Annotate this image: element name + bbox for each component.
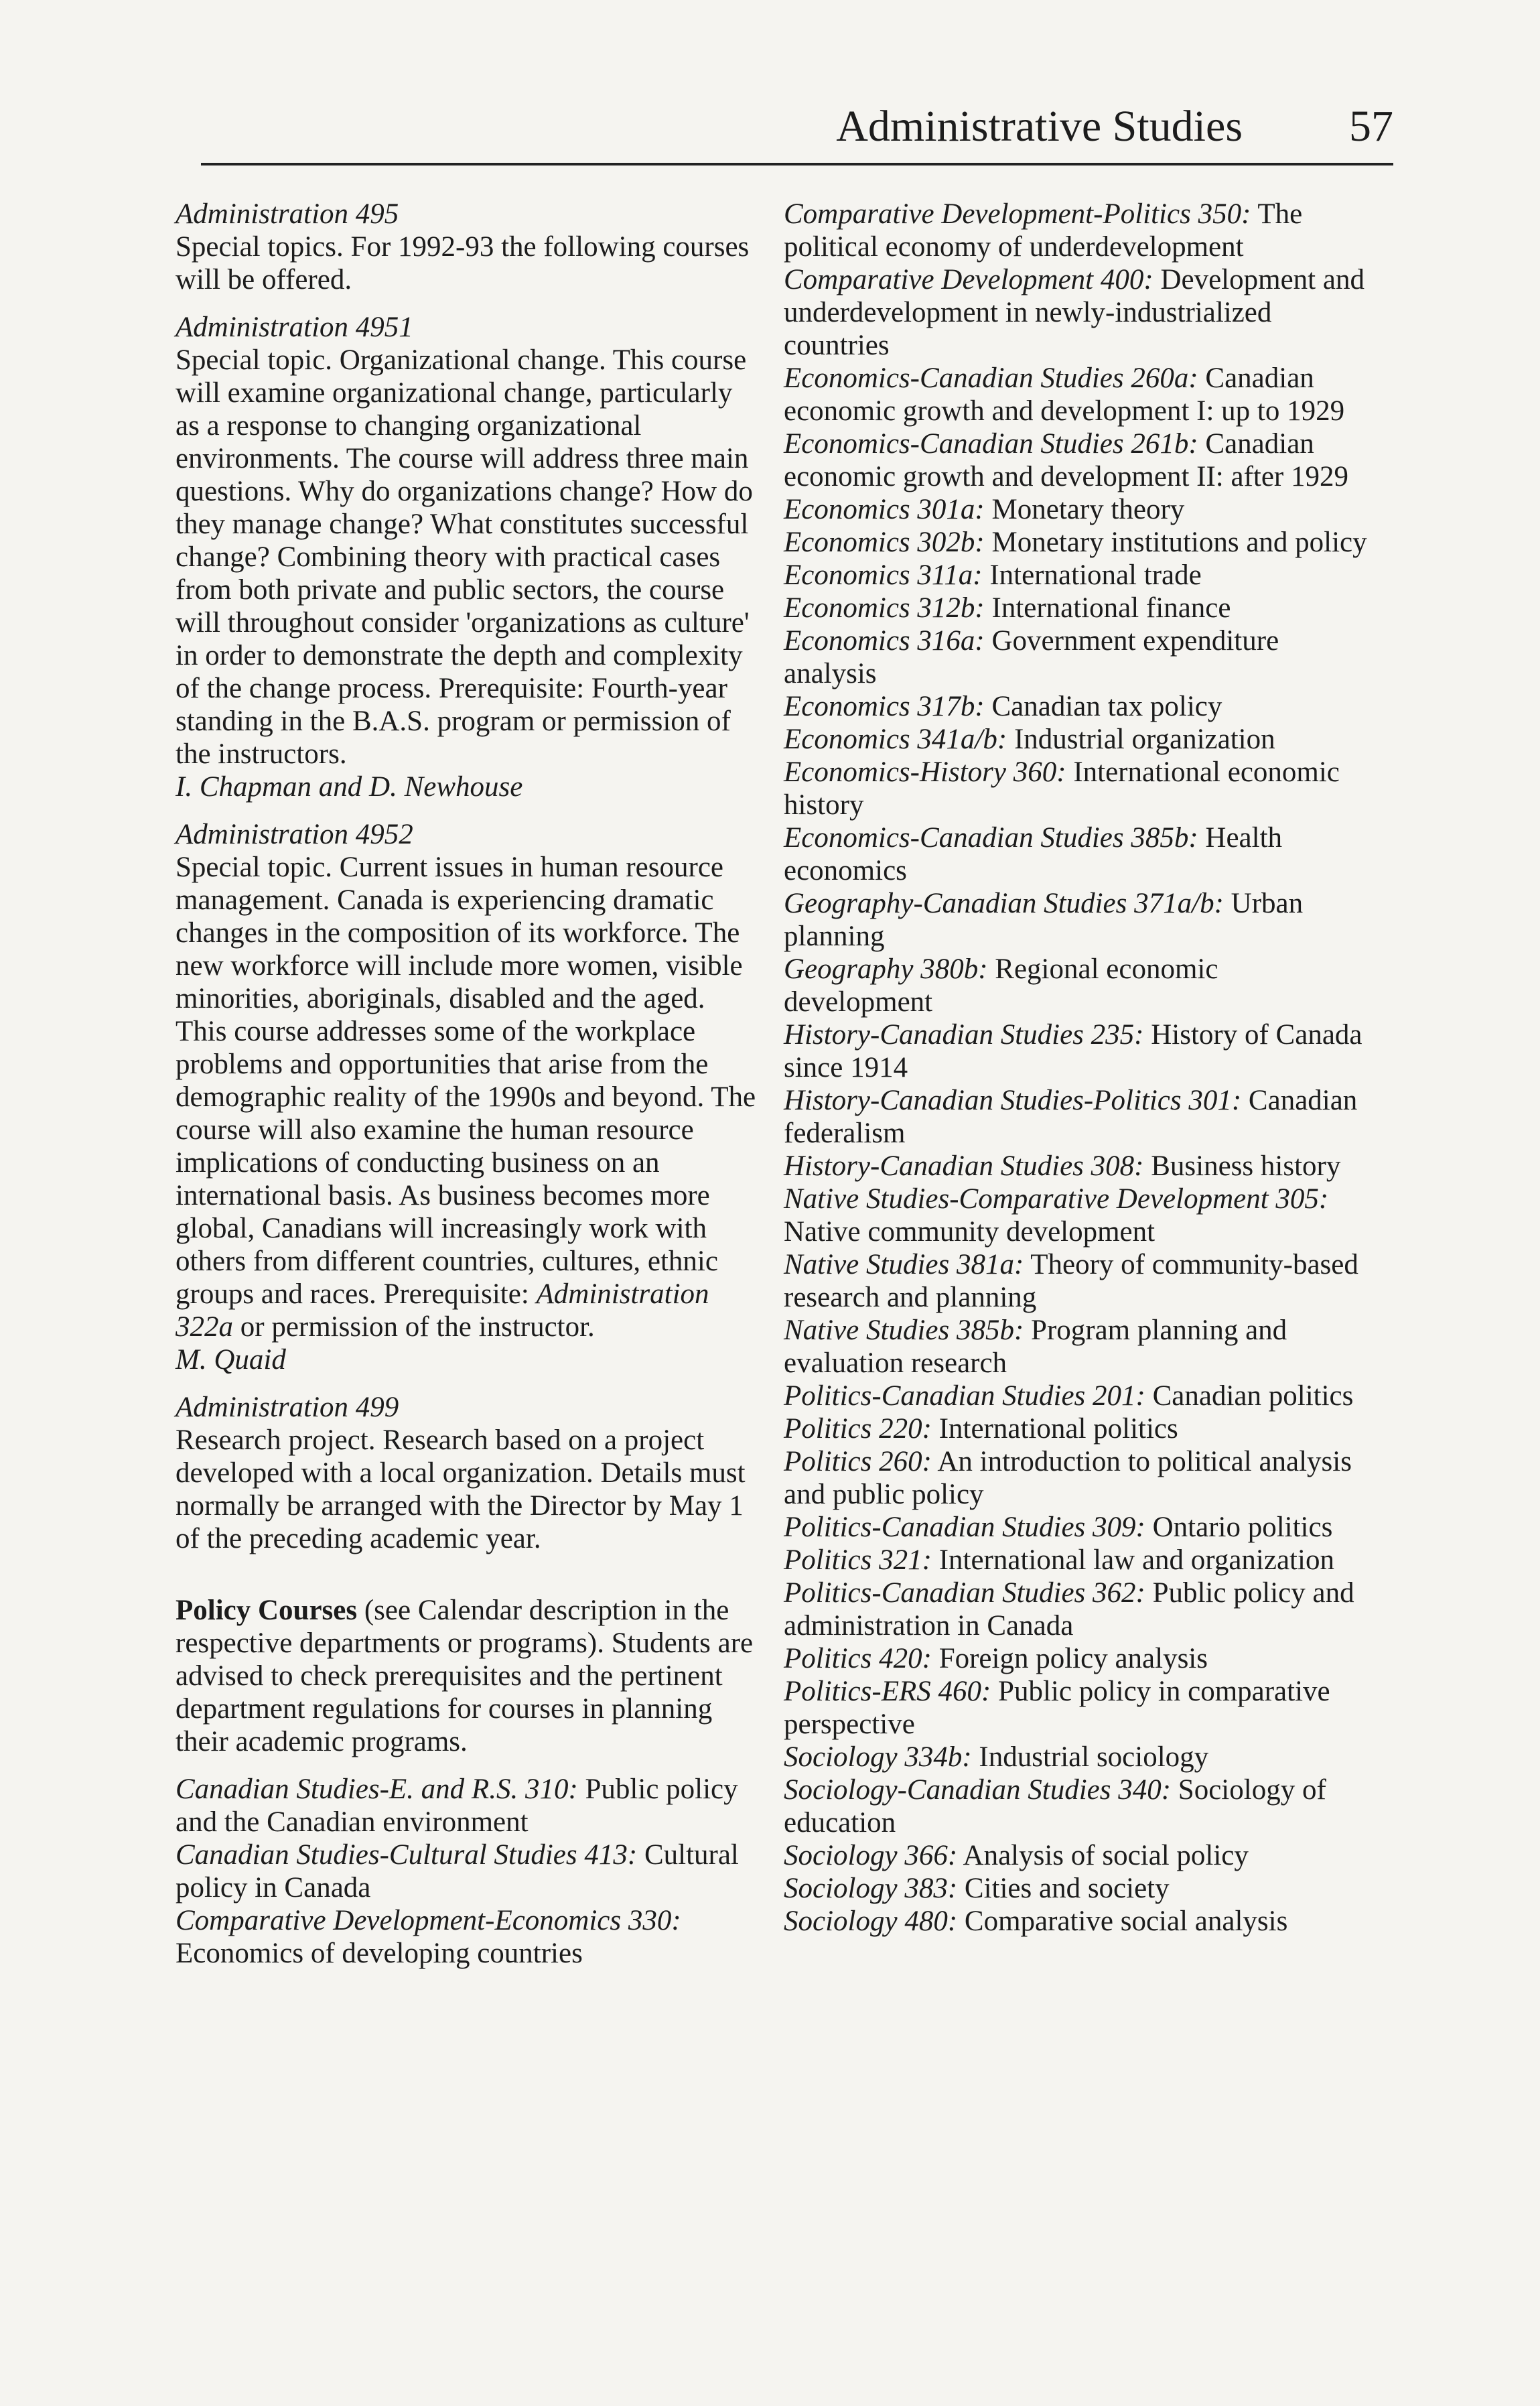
policy-course-title: Industrial organization xyxy=(1013,724,1275,755)
policy-course-name: Canadian Studies-Cultural Studies 413: xyxy=(176,1839,638,1871)
policy-course-item xyxy=(784,263,1373,362)
policy-course-name: History-Canadian Studies 235: xyxy=(784,1019,1144,1051)
policy-course-title: International finance xyxy=(991,592,1231,624)
policy-course-title: Program planning and evaluation research xyxy=(784,1315,1287,1379)
course-name: Administration 4952 xyxy=(176,819,413,850)
policy-course-name: Comparative Development-Politics 350: xyxy=(784,198,1251,230)
policy-course-name: Sociology 334b: xyxy=(784,1741,972,1773)
course-name: Administration 499 xyxy=(176,1392,399,1423)
policy-course-title: Foreign policy analysis xyxy=(938,1643,1208,1674)
policy-course-title: International economic history xyxy=(784,756,1340,821)
policy-course-item xyxy=(784,887,1373,953)
policy-course-item xyxy=(784,1314,1373,1380)
policy-courses-heading: Policy Courses xyxy=(176,1595,358,1626)
policy-course-name: Native Studies 381a: xyxy=(784,1249,1024,1280)
policy-course-title: International law and organization xyxy=(938,1544,1334,1576)
policy-course-name: Economics-History 360: xyxy=(784,756,1066,788)
policy-course-item xyxy=(176,1904,758,1970)
policy-course-item xyxy=(784,1412,1373,1445)
policy-course-item xyxy=(784,592,1373,624)
course-description: Research project. Research based on a project developed with a local organization. Details must normally be arranged with the Director by May 1 of the preceding academic year. xyxy=(176,1424,746,1554)
policy-course-item xyxy=(784,427,1373,493)
policy-course-item xyxy=(784,1839,1373,1872)
policy-course-title: The political economy of underdevelopment xyxy=(784,198,1303,263)
policy-course-title: Canadian economic growth and development I: up to 1929 xyxy=(784,362,1345,427)
page-number: 57 xyxy=(1349,102,1393,151)
policy-course-name: Comparative Development-Economics 330: xyxy=(176,1905,681,1936)
policy-course-item xyxy=(784,1183,1373,1248)
policy-course-title: Public policy and administration in Canada xyxy=(784,1577,1354,1642)
policy-course-name: Native Studies-Comparative Development 305: xyxy=(784,1183,1329,1215)
course-name: Administration 495 xyxy=(176,198,399,230)
policy-course-item xyxy=(784,1675,1373,1741)
policy-course-item xyxy=(784,493,1373,526)
policy-course-name: Politics-Canadian Studies 309: xyxy=(784,1512,1145,1543)
policy-course-item xyxy=(784,1905,1373,1938)
policy-course-title: Theory of community-based research and planning xyxy=(784,1249,1358,1313)
course-description: Special topic. Organizational change. This course will examine organizational change, particularly as a response to changing organizational environments. The course will address three main questions. Why do organizations change? How do they manage change? What constitutes successful change? Combining theory with practical cases from both private and public sectors, the course will throughout consider 'organizations as culture' in order to demonstrate the depth and complexity of the change process. Prerequisite: Fourth-year standing in the B.A.S. program or permission of the instructors. xyxy=(176,344,753,770)
course-name: Administration 4951 xyxy=(176,312,413,343)
policy-course-item xyxy=(784,1445,1373,1511)
left-column xyxy=(176,198,758,1970)
policy-course-title: Industrial sociology xyxy=(979,1741,1209,1773)
policy-course-name: Politics 321: xyxy=(784,1544,932,1576)
policy-course-name: Economics-Canadian Studies 261b: xyxy=(784,428,1198,460)
policy-course-title: Sociology of education xyxy=(784,1774,1326,1839)
policy-course-item xyxy=(784,1248,1373,1314)
policy-course-title: Cultural policy in Canada xyxy=(176,1839,739,1903)
policy-course-name: Politics 220: xyxy=(784,1413,932,1445)
policy-course-title: History of Canada since 1914 xyxy=(784,1019,1362,1083)
policy-course-item xyxy=(784,723,1373,756)
course-instructors: M. Quaid xyxy=(176,1344,286,1376)
policy-courses-intro xyxy=(176,1594,758,1758)
policy-course-title: Regional economic development xyxy=(784,953,1218,1018)
policy-course-title: Canadian politics xyxy=(1152,1380,1354,1412)
policy-course-title: Health economics xyxy=(784,822,1283,886)
description-text: or permission of the instructor. xyxy=(233,1311,595,1343)
policy-course-title: International trade xyxy=(989,559,1202,591)
policy-course-name: Economics 341a/b: xyxy=(784,724,1007,755)
course-description xyxy=(176,851,758,1343)
policy-course-item xyxy=(784,559,1373,592)
policy-course-title: Economics of developing countries xyxy=(176,1938,583,1969)
running-header xyxy=(201,101,1393,164)
right-column xyxy=(784,198,1373,1938)
policy-course-name: Native Studies 385b: xyxy=(784,1315,1024,1346)
policy-course-item xyxy=(176,1839,758,1904)
policy-course-title: Comparative social analysis xyxy=(964,1906,1288,1937)
policy-course-item xyxy=(784,1018,1373,1084)
policy-course-title: Canadian economic growth and development II: after 1929 xyxy=(784,428,1348,492)
description-text: Special topic. Current issues in human resource management. Canada is experiencing dramatic changes in the composition of its workforce. The new workforce will include more women, visible minorities, aboriginals, disabled and the aged. This course addresses some of the workplace problems and opportunities that arise from the demographic reality of the 1990s and beyond. The course will also examine the human resource implications of conducting business on an international basis. As business becomes more global, Canadians will increasingly work with others from different countries, cultures, ethnic groups and races. Prerequisite: xyxy=(176,852,756,1310)
policy-course-title: Development and underdevelopment in newly-industrialized countries xyxy=(784,264,1364,361)
policy-course-list xyxy=(176,1773,758,1970)
course-entry xyxy=(176,818,758,1376)
policy-course-name: Geography-Canadian Studies 371a/b: xyxy=(784,888,1224,919)
policy-course-item xyxy=(784,1774,1373,1839)
course-entry xyxy=(176,311,758,803)
policy-course-title: Business history xyxy=(1151,1150,1341,1182)
policy-course-name: Sociology 480: xyxy=(784,1906,958,1937)
policy-course-name: History-Canadian Studies 308: xyxy=(784,1150,1144,1182)
policy-course-item xyxy=(176,1773,758,1839)
policy-course-name: Sociology 383: xyxy=(784,1873,958,1904)
policy-course-title: Analysis of social policy xyxy=(963,1840,1249,1871)
policy-course-item xyxy=(784,1741,1373,1774)
policy-course-title: Canadian federalism xyxy=(784,1085,1358,1149)
policy-course-name: Economics-Canadian Studies 385b: xyxy=(784,822,1198,854)
policy-courses-text: (see Calendar description in the respective departments or programs). Students are advised to check prerequisites and the pertinent department regulations for courses in planning their academic programs. xyxy=(176,1595,754,1757)
policy-course-title: Native community development xyxy=(784,1216,1156,1248)
policy-course-name: History-Canadian Studies-Politics 301: xyxy=(784,1085,1242,1116)
policy-course-name: Canadian Studies-E. and R.S. 310: xyxy=(176,1774,578,1805)
course-entry xyxy=(176,1391,758,1555)
policy-course-item xyxy=(784,821,1373,887)
policy-course-item xyxy=(784,1380,1373,1412)
prerequisite-course: Administration 322a xyxy=(176,1278,709,1343)
policy-course-name: Politics-ERS 460: xyxy=(784,1676,991,1707)
policy-course-name: Sociology 366: xyxy=(784,1840,958,1871)
header-rule xyxy=(201,163,1393,165)
policy-course-name: Sociology-Canadian Studies 340: xyxy=(784,1774,1172,1806)
policy-course-name: Economics-Canadian Studies 260a: xyxy=(784,362,1198,394)
policy-course-name: Geography 380b: xyxy=(784,953,988,985)
policy-course-name: Economics 317b: xyxy=(784,691,985,722)
policy-course-item xyxy=(784,1872,1373,1905)
policy-course-item xyxy=(784,624,1373,690)
policy-course-title: Monetary theory xyxy=(991,494,1185,525)
policy-course-item xyxy=(784,1511,1373,1544)
policy-course-item xyxy=(784,1150,1373,1183)
policy-course-name: Politics-Canadian Studies 362: xyxy=(784,1577,1145,1609)
policy-course-name: Politics 420: xyxy=(784,1643,932,1674)
policy-course-title: Cities and society xyxy=(964,1873,1170,1904)
policy-course-title: Urban planning xyxy=(784,888,1304,952)
policy-course-title: An introduction to political analysis and public policy xyxy=(784,1446,1352,1510)
policy-course-item xyxy=(784,362,1373,427)
policy-course-name: Economics 312b: xyxy=(784,592,985,624)
course-entry xyxy=(176,198,758,296)
policy-course-title: Government expenditure analysis xyxy=(784,625,1279,689)
policy-course-title: International politics xyxy=(938,1413,1178,1445)
policy-course-name: Economics 311a: xyxy=(784,559,983,591)
policy-course-item xyxy=(784,690,1373,723)
policy-course-title: Monetary institutions and policy xyxy=(991,527,1367,558)
policy-course-item xyxy=(784,1642,1373,1675)
section-title: Administrative Studies xyxy=(836,102,1243,151)
policy-course-name: Economics 302b: xyxy=(784,527,985,558)
course-instructors: I. Chapman and D. Newhouse xyxy=(176,771,523,803)
policy-course-item xyxy=(784,953,1373,1018)
policy-course-item xyxy=(784,756,1373,821)
policy-course-item xyxy=(784,526,1373,559)
policy-course-name: Economics 301a: xyxy=(784,494,985,525)
course-description: Special topics. For 1992-93 the following courses will be offered. xyxy=(176,231,750,295)
policy-course-name: Politics 260: xyxy=(784,1446,932,1477)
policy-course-item xyxy=(784,1544,1373,1577)
policy-course-item xyxy=(784,198,1373,263)
policy-course-item xyxy=(784,1577,1373,1642)
policy-course-name: Comparative Development 400: xyxy=(784,264,1153,295)
policy-course-title: Public policy in comparative perspective xyxy=(784,1676,1330,1740)
policy-course-title: Ontario politics xyxy=(1152,1512,1333,1543)
policy-course-item xyxy=(784,1084,1373,1150)
policy-course-title: Canadian tax policy xyxy=(991,691,1222,722)
policy-course-title: Public policy and the Canadian environment xyxy=(176,1774,738,1838)
policy-course-name: Economics 316a: xyxy=(784,625,985,657)
policy-course-name: Politics-Canadian Studies 201: xyxy=(784,1380,1145,1412)
